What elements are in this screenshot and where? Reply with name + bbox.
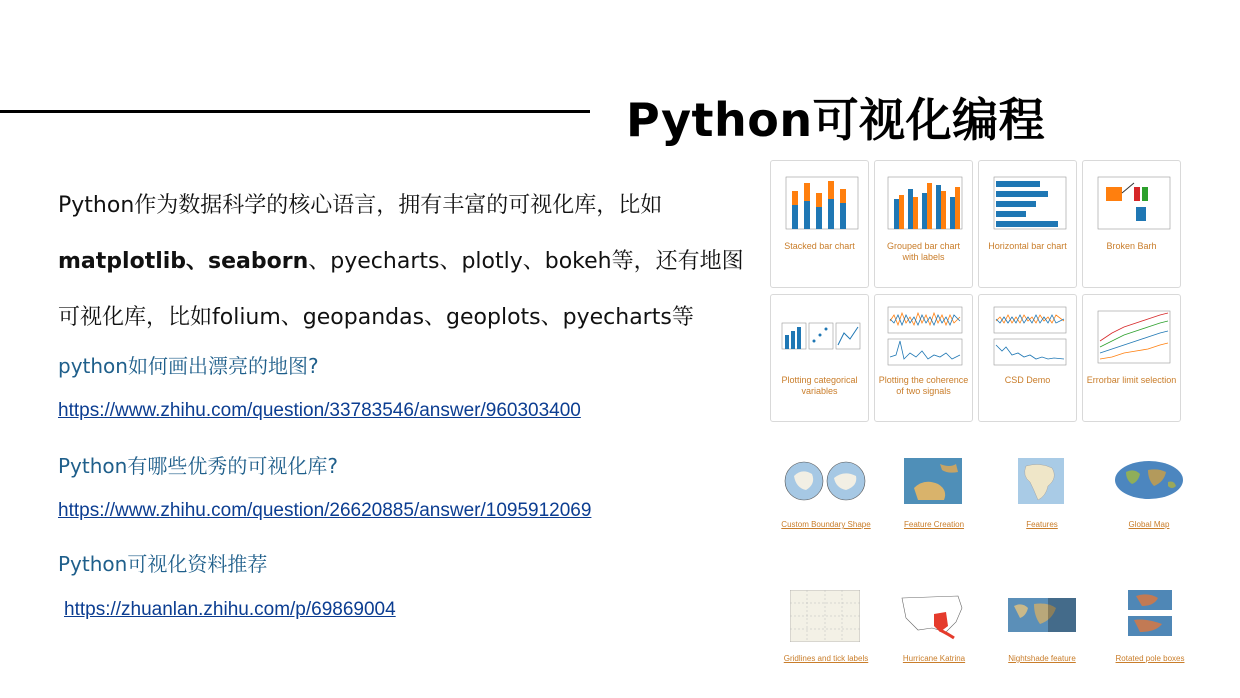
categorical-thumbnail xyxy=(776,301,862,369)
gallery-card-coherence[interactable] xyxy=(874,294,973,422)
map-caption[interactable]: Global Map xyxy=(1128,520,1170,529)
question-3: Python可视化资料推荐 xyxy=(58,552,268,576)
gallery-card-horizontal-bar[interactable] xyxy=(978,160,1077,288)
csd-thumbnail xyxy=(984,301,1070,369)
link-1[interactable]: https://www.zhihu.com/question/33783546/answer/960303400 xyxy=(58,400,581,421)
grouped-bar-thumbnail xyxy=(880,167,966,235)
card-caption: Stacked bar chart xyxy=(784,241,855,251)
card-caption: CSD Demo xyxy=(1004,375,1051,385)
page-title: Python可视化编程 xyxy=(626,93,1046,147)
feature-creation-thumbnail xyxy=(904,458,962,504)
gallery-card-stacked-bar[interactable] xyxy=(770,160,869,288)
map-caption[interactable]: Gridlines and tick labels xyxy=(783,654,869,663)
map-caption[interactable]: Feature Creation xyxy=(903,520,965,529)
card-caption: Errorbar limit selection xyxy=(1086,375,1177,385)
map-caption[interactable]: Features xyxy=(1026,520,1058,529)
card-caption: Plotting categorical variables xyxy=(781,375,858,396)
map-caption[interactable]: Custom Boundary Shape xyxy=(781,520,871,529)
nightshade-thumbnail xyxy=(1008,598,1076,632)
link-2[interactable]: https://www.zhihu.com/question/26620885/answer/1095912069 xyxy=(58,500,592,521)
intro-line-3: 可视化库，比如folium、geopandas、geoplots、pyecharts等 xyxy=(58,305,694,330)
card-caption: Grouped bar chart with labels xyxy=(886,241,961,262)
features-thumbnail xyxy=(1018,458,1064,504)
hurricane-katrina-thumbnail xyxy=(896,588,968,642)
map-caption[interactable]: Hurricane Katrina xyxy=(902,654,966,663)
question-2: Python有哪些优秀的可视化库? xyxy=(58,454,338,478)
card-caption: Horizontal bar chart xyxy=(988,241,1067,251)
coherence-thumbnail xyxy=(880,301,966,369)
gridlines-thumbnail xyxy=(790,590,860,642)
intro-line-1: Python作为数据科学的核心语言，拥有丰富的可视化库，比如 xyxy=(58,193,663,218)
gallery-card-categorical[interactable] xyxy=(770,294,869,422)
map-caption[interactable]: Nightshade feature xyxy=(1008,654,1076,663)
gallery-card-csd[interactable] xyxy=(978,294,1077,422)
errorbar-thumbnail xyxy=(1088,301,1174,369)
link-3[interactable]: https://zhuanlan.zhihu.com/p/69869004 xyxy=(64,599,396,620)
title-rule xyxy=(0,110,590,113)
intro-bold-libs: matplotlib、seaborn xyxy=(58,249,309,274)
intro-line-2-rest: 、pyecharts、plotly、bokeh等，还有地图 xyxy=(308,249,744,274)
global-map-thumbnail xyxy=(1114,460,1184,500)
intro-line-2 xyxy=(58,234,748,290)
stacked-bar-thumbnail xyxy=(776,167,862,235)
gallery-card-broken-barh[interactable] xyxy=(1082,160,1181,288)
rotated-pole-thumbnail xyxy=(1128,590,1172,638)
intro-paragraph xyxy=(58,178,748,346)
gallery-card-errorbar[interactable] xyxy=(1082,294,1181,422)
gallery-card-grouped-bar[interactable] xyxy=(874,160,973,288)
horizontal-bar-thumbnail xyxy=(984,167,1070,235)
broken-barh-thumbnail xyxy=(1088,167,1174,235)
card-caption: Broken Barh xyxy=(1106,241,1157,251)
card-caption: Plotting the coherence of two signals xyxy=(878,375,969,396)
question-1: python如何画出漂亮的地图? xyxy=(58,354,319,378)
custom-boundary-thumbnail xyxy=(784,458,868,504)
map-caption[interactable]: Rotated pole boxes xyxy=(1115,654,1185,663)
